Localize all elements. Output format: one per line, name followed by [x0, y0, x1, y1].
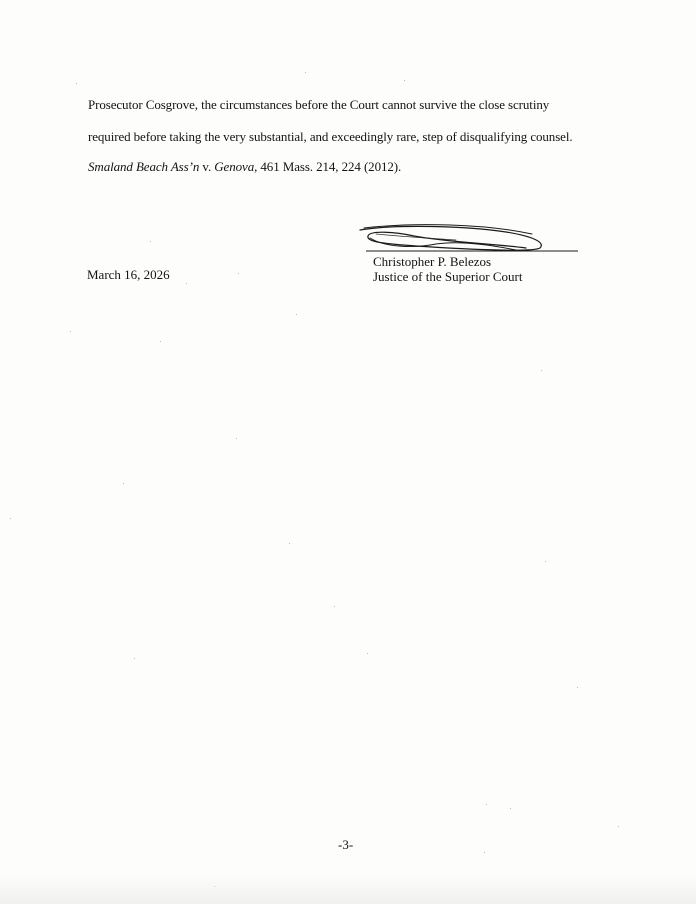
case-versus: v.	[199, 159, 215, 174]
signature-block	[373, 254, 522, 284]
scan-speck	[289, 543, 290, 544]
signer-title: Justice of the Superior Court	[373, 269, 523, 284]
scan-speck	[123, 483, 124, 484]
paragraph-line-2: required before taking the very substantial, and exceedingly rare, step of disqualifying counsel.	[88, 129, 573, 144]
decision-date: March 16, 2026	[87, 267, 170, 282]
paragraph-line-3	[88, 159, 401, 175]
scan-speck	[545, 561, 546, 562]
scan-speck	[367, 653, 368, 654]
scan-speck	[10, 518, 11, 519]
scan-speck	[404, 80, 405, 81]
scan-speck	[541, 370, 542, 371]
scan-speck	[618, 826, 619, 827]
scan-speck	[577, 687, 578, 688]
case-name-defendant: Genova,	[214, 159, 258, 174]
scan-speck	[238, 273, 239, 274]
scan-speck	[160, 341, 161, 342]
scan-speck	[296, 314, 297, 315]
scan-speck	[150, 241, 151, 242]
scan-speck	[186, 283, 187, 284]
scan-speck	[334, 606, 335, 607]
scan-speck	[484, 852, 485, 853]
paragraph-line-1: Prosecutor Cosgrove, the circumstances before the Court cannot survive the close scrutiny	[88, 97, 550, 112]
scan-speck	[76, 83, 77, 84]
page-number: -3-	[338, 837, 354, 852]
scan-bottom-edge	[0, 874, 696, 904]
signer-name: Christopher P. Belezos	[373, 254, 492, 269]
scan-speck	[70, 331, 71, 332]
handwritten-signature	[356, 222, 580, 256]
case-name-plaintiff: Smaland Beach Ass’n	[88, 159, 200, 174]
scan-speck	[305, 72, 306, 73]
scan-speck	[510, 808, 511, 809]
scan-speck	[486, 804, 487, 805]
scan-speck	[134, 658, 135, 659]
case-citation: 461 Mass. 214, 224 (2012).	[257, 159, 402, 174]
scan-speck	[236, 438, 237, 439]
